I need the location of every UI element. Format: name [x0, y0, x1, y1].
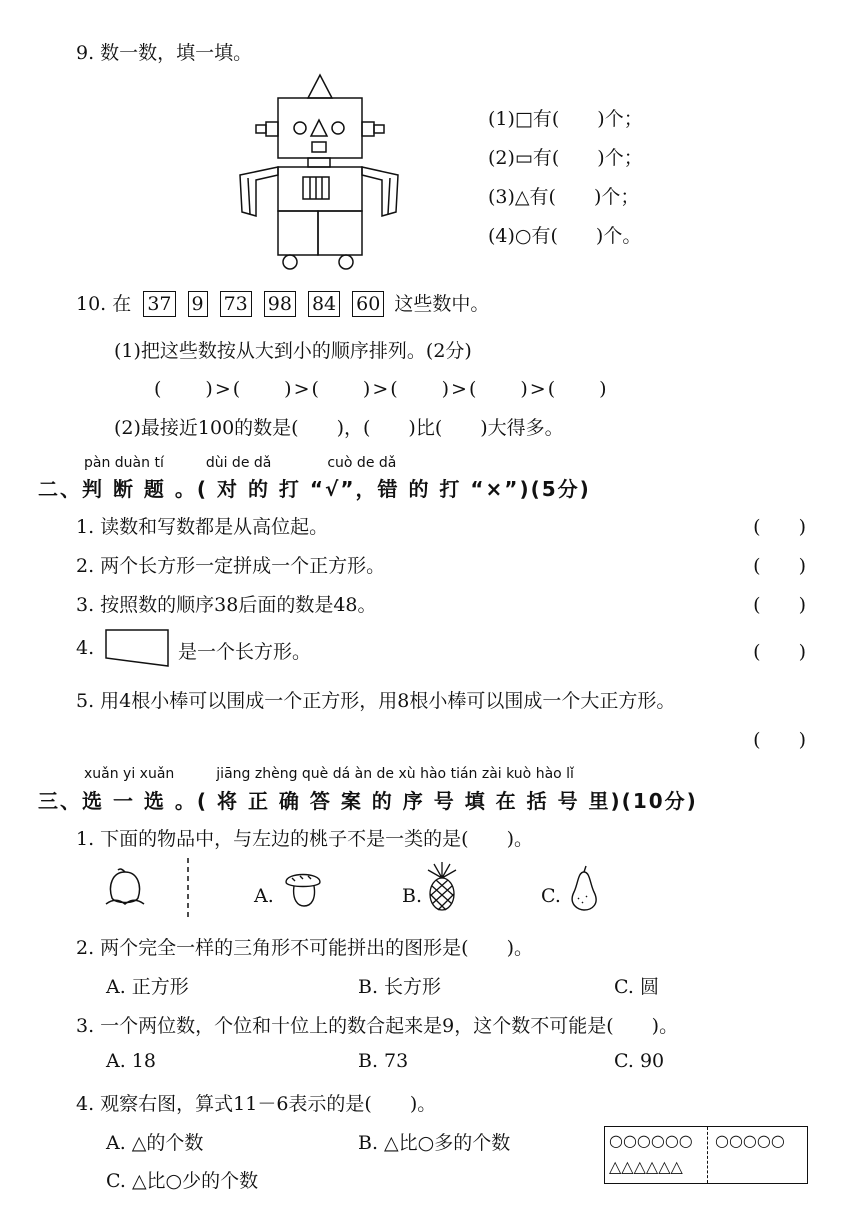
- trapezoid-figure: [104, 628, 172, 668]
- figure-left-triangles: △△△△△△: [609, 1157, 683, 1176]
- answer-paren: ( ): [753, 555, 806, 577]
- choice-q2-option-a: A. 正方形: [106, 976, 189, 998]
- figure-right-circles: ○○○○○: [715, 1131, 785, 1150]
- number-box: 37: [143, 291, 175, 317]
- q9-item-1: (1)□有( )个；: [488, 108, 643, 130]
- pineapple-icon: [422, 860, 462, 912]
- answer-paren: ( ): [753, 641, 806, 663]
- choice-q3-text: 3. 一个两位数，个位和十位上的数合起来是9，这个数不可能是( )。: [76, 1015, 679, 1037]
- answer-paren: ( ): [753, 729, 806, 751]
- choice-q4-option-a: A. △的个数: [106, 1132, 204, 1154]
- peach-icon: [102, 866, 148, 910]
- q10-prefix: 10. 在: [76, 293, 132, 315]
- figure-left-circles: ○○○○○○: [609, 1131, 693, 1150]
- robot-body: [278, 167, 362, 211]
- choice-q1-text: 1. 下面的物品中，与左边的桃子不是一类的是( )。: [76, 828, 533, 850]
- choice-q1-option-a: A.: [254, 885, 274, 907]
- robot-eye-left: [294, 122, 306, 134]
- judge-item-4: 是一个长方形。: [178, 641, 312, 663]
- robot-eye-right: [332, 122, 344, 134]
- choice-q3-option-c: C. 90: [614, 1050, 665, 1072]
- figure-divider: [707, 1127, 708, 1183]
- choice-q2-text: 2. 两个完全一样的三角形不可能拼出的图形是( )。: [76, 937, 533, 959]
- robot-leg-left: [278, 211, 318, 255]
- divider-dashed-line: [186, 858, 190, 920]
- judge-item-2: 2. 两个长方形一定拼成一个正方形。: [76, 555, 386, 577]
- q10-suffix: 这些数中。: [394, 293, 490, 315]
- number-box: 84: [308, 291, 340, 317]
- choice-q3-option-a: A. 18: [106, 1050, 156, 1072]
- choice-q4-text: 4. 观察右图，算式11－6表示的是( )。: [76, 1093, 437, 1115]
- q10-part2: (2)最接近100的数是( )，( )比( )大得多。: [114, 417, 564, 439]
- robot-leg-right: [318, 211, 362, 255]
- number-box: 9: [188, 291, 208, 317]
- q9-title: 9. 数一数，填一填。: [76, 42, 253, 64]
- robot-figure: [230, 70, 410, 275]
- section3-title: 三、选 一 选 。( 将 正 确 答 案 的 序 号 填 在 括 号 里)(10分): [38, 789, 698, 813]
- answer-paren: ( ): [753, 594, 806, 616]
- q9-item-2: (2)▭有( )个；: [488, 147, 643, 169]
- robot-hat-triangle: [308, 75, 332, 98]
- q9-item-4: (4)○有( )个。: [488, 225, 642, 247]
- pear-icon: [566, 864, 602, 912]
- robot-wheel-right: [339, 255, 353, 269]
- q9-item-3: (3)△有( )个；: [488, 186, 640, 208]
- judge-item-4-number: 4.: [76, 637, 95, 659]
- section2-title: 二、判 断 题 。( 对 的 打 “√”，错 的 打 “×”)(5分): [38, 477, 591, 501]
- q10-order-line: ( )>( )>( )>( )>( )>( ): [154, 378, 609, 400]
- robot-head: [278, 98, 362, 158]
- choice-q1-option-c: C.: [541, 885, 561, 907]
- q10-line: [76, 289, 489, 317]
- section2-pinyin: pàn duàn tí dùi de dǎ cuò de dǎ: [84, 455, 397, 471]
- robot-neck: [308, 158, 330, 167]
- judge-item-3: 3. 按照数的顺序38后面的数是48。: [76, 594, 377, 616]
- choice-q4-option-c: C. △比○少的个数: [106, 1170, 259, 1192]
- q10-part1: (1)把这些数按从大到小的顺序排列。(2分): [114, 340, 472, 362]
- section3-pinyin: xuǎn yi xuǎn jiāng zhèng què dá àn de xù hào tián zài kuò hào lǐ: [84, 766, 574, 782]
- number-box: 98: [264, 291, 296, 317]
- choice-q2-option-c: C. 圆: [614, 976, 659, 998]
- choice-q2-option-b: B. 长方形: [358, 976, 442, 998]
- number-box: 73: [220, 291, 252, 317]
- robot-wheel-left: [283, 255, 297, 269]
- answer-paren: ( ): [753, 516, 806, 538]
- choice-q1-option-b: B.: [402, 885, 423, 907]
- choice-q3-option-b: B. 73: [358, 1050, 409, 1072]
- robot-nose: [311, 120, 327, 136]
- judge-item-1: 1. 读数和写数都是从高位起。: [76, 516, 329, 538]
- number-box: 60: [352, 291, 384, 317]
- choice-q4-option-b: B. △比○多的个数: [358, 1132, 511, 1154]
- judge-item-5: 5. 用4根小棒可以围成一个正方形，用8根小棒可以围成一个大正方形。: [76, 690, 676, 712]
- shapes-comparison-figure: [604, 1126, 808, 1184]
- mushroom-fruit-icon: [280, 866, 326, 910]
